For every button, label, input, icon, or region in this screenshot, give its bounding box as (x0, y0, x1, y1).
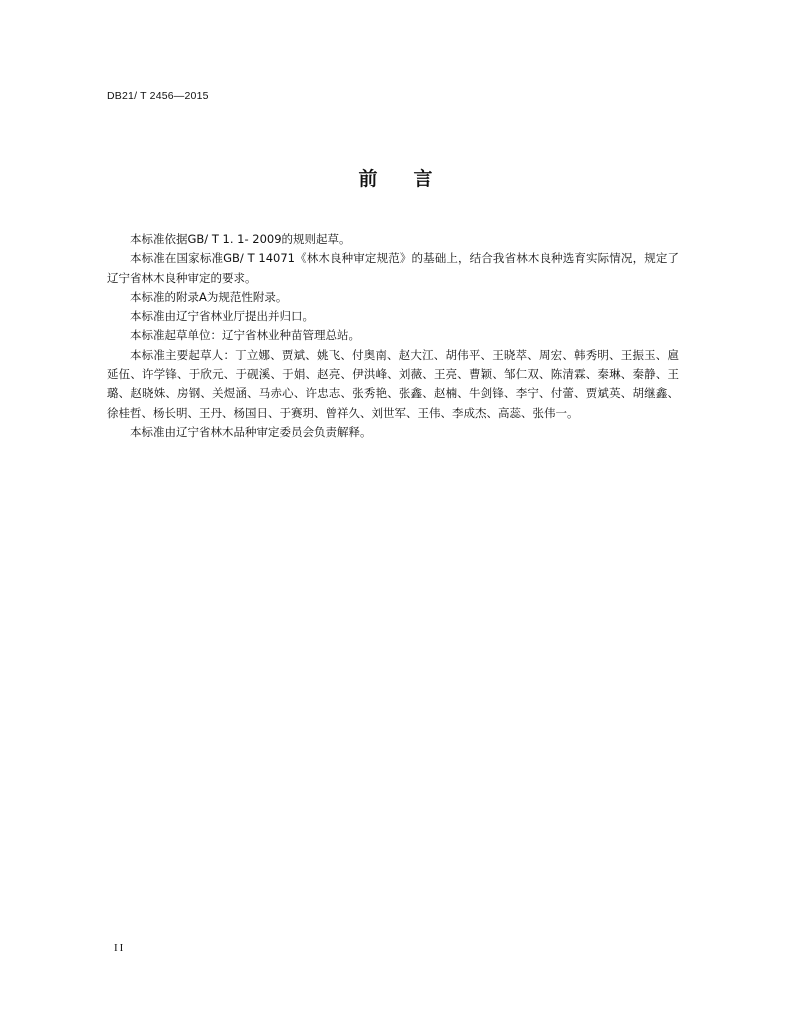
paragraph-interpretation: 本标准由辽宁省林木品种审定委员会负责解释。 (130, 424, 372, 439)
title-char-2: 言 (413, 168, 433, 190)
title-char-1: 前 (358, 168, 378, 190)
standard-code: DB21/ T 2456—2015 (107, 90, 209, 102)
paragraph-appendix: 本标准的附录A为规范性附录。 (130, 289, 288, 304)
page-title (0, 164, 791, 191)
paragraph-national-standard: 本标准在国家标准GB/ T 14071《林木良种审定规范》的基础上，结合我省林木良种选育实际情况，规定了辽宁省林木良种审定的要求。 (107, 251, 679, 285)
paragraph-drafting-unit: 本标准起草单位：辽宁省林业种苗管理总站。 (130, 328, 360, 343)
paragraph-basis: 本标准依据GB/ T 1. 1- 2009的规则起草。 (130, 232, 351, 246)
foreword-body (107, 230, 679, 442)
page-number: II (114, 942, 126, 954)
paragraph-proposer: 本标准由辽宁省林业厅提出并归口。 (130, 309, 314, 324)
paragraph-drafters: 本标准主要起草人：丁立娜、贾斌、姚飞、付奥南、赵大江、胡伟平、王晓萃、周宏、韩秀明、王振玉、扈延伍、许学锋、于欣元、于砚溪、于娟、赵亮、伊洪峰、刘薇、王亮、曹颖、邹仁双、陈清霖、秦琳、秦静、王璐、赵晓姝、房钢、关煜涵、马赤心、许忠志、张秀艳、张鑫、赵楠、牛剑锋、李宁、付蕾、贾斌英、胡继鑫、徐桂哲、杨长明、王丹、杨国日、于赛玥、曾祥久、刘世军、王伟、李成杰、高蕊、张伟一。 (107, 347, 679, 420)
